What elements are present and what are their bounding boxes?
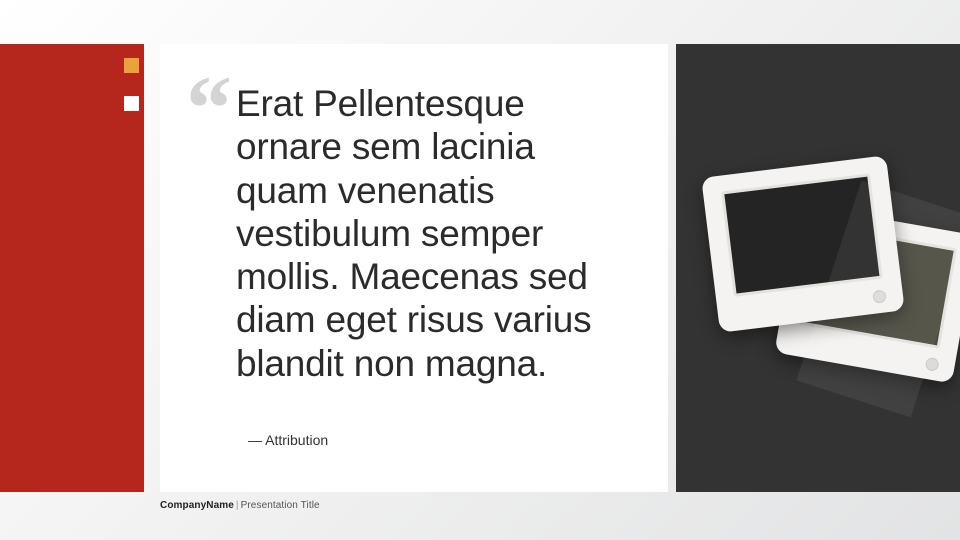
footer-presentation-title: Presentation Title [240,500,320,511]
quotation-mark-icon: “ [186,57,228,159]
decoration-square-orange [124,58,139,73]
quote-attribution: — Attribution [248,432,329,448]
decoration-square-white [124,96,139,111]
slide-footer [160,500,320,511]
decoration-square-red [124,77,139,92]
image-panel [676,44,960,492]
footer-separator: | [235,500,239,511]
square-decoration-group [124,58,140,115]
left-red-band [0,44,144,492]
photo-frame-front [701,155,905,333]
photo-frame-back-dot-icon [925,357,940,372]
photo-frame-front-dot-icon [872,289,886,303]
footer-company-name: CompanyName [160,500,234,511]
quote-card [160,44,668,492]
quote-text: Erat Pellentesque ornare sem lacinia quam venenatis vestibulum semper mollis. Maecenas sed diam eget risus varius blandit non magna. [236,83,592,384]
photo-frame-front-image [721,173,883,296]
